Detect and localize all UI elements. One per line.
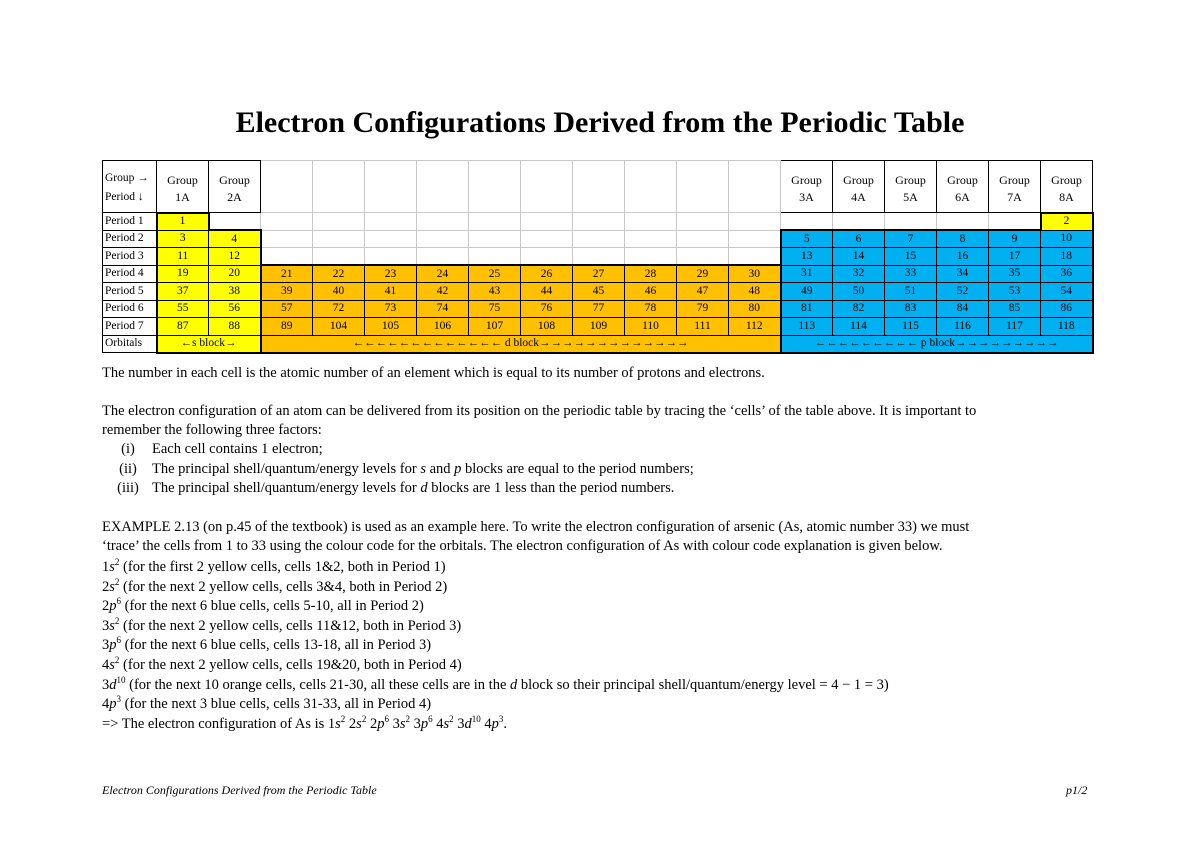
empty-cell <box>781 213 833 231</box>
intro-line-1: The electron configuration of an atom can be delivered from its position on the periodic table by tracing the ‘cells’ of the table above. It is important to <box>102 403 977 419</box>
empty-cell <box>729 248 781 266</box>
d-block-cell: 80 <box>729 300 781 318</box>
empty-cell <box>521 248 573 266</box>
empty-cell <box>677 213 729 231</box>
empty-cell <box>729 230 781 248</box>
d-block-cell: 42 <box>417 283 469 301</box>
p-block-cell: 53 <box>989 283 1041 301</box>
d-block-cell: 108 <box>521 318 573 336</box>
group-axis-label: Group → <box>105 172 149 184</box>
d-block-cell: 30 <box>729 265 781 283</box>
p-block-cell: 16 <box>937 248 989 266</box>
corner-header <box>103 161 157 213</box>
p-block-cell: 54 <box>1041 283 1093 301</box>
empty-cell <box>417 213 469 231</box>
page-number: p1/2 <box>1066 783 1088 797</box>
p-block-cell: 81 <box>781 300 833 318</box>
p-block-cell: 31 <box>781 265 833 283</box>
d-block-cell: 28 <box>625 265 677 283</box>
p-block-cell: 51 <box>885 283 937 301</box>
empty-cell <box>365 213 417 231</box>
d-block-cell: 76 <box>521 300 573 318</box>
empty-cell <box>937 213 989 231</box>
empty-cell <box>625 213 677 231</box>
example-line-1: EXAMPLE 2.13 (on p.45 of the textbook) is used as an example here. To write the electron configuration of arsenic (As, atomic number 33) we must <box>102 519 970 535</box>
s-block-cell: 55 <box>157 300 209 318</box>
p-block-cell: 14 <box>833 248 885 266</box>
p-block-cell: 18 <box>1041 248 1093 266</box>
d-block-cell: 110 <box>625 318 677 336</box>
s-block-cell: 12 <box>209 248 261 266</box>
d-block-cell: 106 <box>417 318 469 336</box>
period-label: Period 7 <box>103 318 157 336</box>
s-block-cell: 87 <box>157 318 209 336</box>
p-block-cell: 113 <box>781 318 833 336</box>
factor-number: (i) <box>121 441 135 457</box>
factor-number: (ii) <box>119 460 137 477</box>
factor-item: (ii) The principal shell/quantum/energy levels for s and p blocks are equal to the period numbers; <box>104 460 694 479</box>
p-block-cell: 15 <box>885 248 937 266</box>
p-block-cell: 83 <box>885 300 937 318</box>
group-header: Group 2A <box>209 161 261 213</box>
s-block-cell: 88 <box>209 318 261 336</box>
d-block-cell: 109 <box>573 318 625 336</box>
empty-cell <box>261 213 313 231</box>
d-block-cell: 107 <box>469 318 521 336</box>
config-line: $2p^6$ (for the next 6 blue cells, cells 5-10, all in Period 2) <box>102 596 424 615</box>
empty-cell <box>573 230 625 248</box>
empty-cell <box>833 213 885 231</box>
p-block-cell: 52 <box>937 283 989 301</box>
p-block-label: ←←←←←←←←← p block→→→→→→→→→ <box>781 335 1093 353</box>
d-block-cell: 89 <box>261 318 313 336</box>
p-block-cell: 9 <box>989 230 1041 248</box>
p-block-cell: 86 <box>1041 300 1093 318</box>
period-label: Period 2 <box>103 230 157 248</box>
empty-cell <box>573 213 625 231</box>
empty-cell <box>521 230 573 248</box>
period-label: Period 6 <box>103 300 157 318</box>
explanation-text: The number in each cell is the atomic number of an element which is equal to its number of protons and electrons. <box>102 365 765 381</box>
example-line-2: ‘trace’ the cells from 1 to 33 using the colour code for the orbitals. The electron configuration of As with colour code explanation is given below. <box>102 538 943 554</box>
p-block-cell: 13 <box>781 248 833 266</box>
factor-item: (i) Each cell contains 1 electron; <box>104 440 323 459</box>
d-block-cell: 47 <box>677 283 729 301</box>
period-axis-label: Period ↓ <box>105 191 144 203</box>
empty-cell <box>417 248 469 266</box>
empty-cell <box>469 248 521 266</box>
p-block-cell: 84 <box>937 300 989 318</box>
d-block-cell: 75 <box>469 300 521 318</box>
d-block-cell: 29 <box>677 265 729 283</box>
p-block-cell: 10 <box>1041 230 1093 248</box>
p-block-cell: 17 <box>989 248 1041 266</box>
factor-item: (iii) The principal shell/quantum/energy levels for d blocks are 1 less than the period numbers. <box>104 479 674 498</box>
empty-cell <box>365 248 417 266</box>
d-block-cell: 26 <box>521 265 573 283</box>
empty-cell <box>885 213 937 231</box>
empty-cell <box>677 161 729 213</box>
empty-cell <box>989 213 1041 231</box>
empty-cell <box>469 230 521 248</box>
group-header: Group 1A <box>157 161 209 213</box>
s-block-cell: 56 <box>209 300 261 318</box>
empty-cell <box>521 161 573 213</box>
empty-cell <box>573 161 625 213</box>
periodic-table <box>102 160 1094 354</box>
d-block-cell: 79 <box>677 300 729 318</box>
d-block-cell: 44 <box>521 283 573 301</box>
p-block-cell: 117 <box>989 318 1041 336</box>
config-line: $3p^6$ (for the next 6 blue cells, cells 13-18, all in Period 3) <box>102 635 432 654</box>
empty-cell <box>729 161 781 213</box>
d-block-cell: 23 <box>365 265 417 283</box>
p-block-cell: 85 <box>989 300 1041 318</box>
config-line: $3s^2$ (for the next 2 yellow cells, cells 11&12, both in Period 3) <box>102 615 462 634</box>
intro-line-2: remember the following three factors: <box>102 422 322 438</box>
s-block-cell: 11 <box>157 248 209 266</box>
orbitals-label: Orbitals <box>103 335 157 353</box>
d-block-cell: 105 <box>365 318 417 336</box>
group-header: Group 3A <box>781 161 833 213</box>
d-block-cell: 27 <box>573 265 625 283</box>
empty-cell <box>313 213 365 231</box>
empty-cell <box>365 230 417 248</box>
group-header: Group 7A <box>989 161 1041 213</box>
s-block-cell: 1 <box>157 213 209 231</box>
d-block-cell: 39 <box>261 283 313 301</box>
p-block-cell: 35 <box>989 265 1041 283</box>
group-header: Group 4A <box>833 161 885 213</box>
empty-cell <box>313 248 365 266</box>
group-header: Group 5A <box>885 161 937 213</box>
config-line: $4s^2$ (for the next 2 yellow cells, cells 19&20, both in Period 4) <box>102 655 462 673</box>
s-block-cell: 4 <box>209 230 261 248</box>
s-block-label: ←s block→ <box>157 335 261 353</box>
empty-cell <box>313 161 365 213</box>
p-block-cell: 82 <box>833 300 885 318</box>
p-block-cell: 118 <box>1041 318 1093 336</box>
empty-cell <box>209 213 261 231</box>
empty-cell <box>521 213 573 231</box>
config-line: $2s^2$ (for the next 2 yellow cells, cells 3&4, both in Period 2) <box>102 576 448 595</box>
d-block-cell: 104 <box>313 318 365 336</box>
p-block-cell: 7 <box>885 230 937 248</box>
p-block-cell: 6 <box>833 230 885 248</box>
p-block-cell: 36 <box>1041 265 1093 283</box>
empty-cell <box>261 248 313 266</box>
empty-cell <box>625 230 677 248</box>
empty-cell <box>261 230 313 248</box>
page-title: Electron Configurations Derived from the Periodic Table <box>235 106 965 139</box>
empty-cell <box>625 248 677 266</box>
s-block-cell: 3 <box>157 230 209 248</box>
period-label: Period 5 <box>103 283 157 301</box>
config-line: $1s^2$ (for the first 2 yellow cells, cells 1&2, both in Period 1) <box>102 557 446 575</box>
empty-cell <box>677 248 729 266</box>
period-label: Period 1 <box>103 213 157 231</box>
s-block-cell: 2 <box>1041 213 1093 231</box>
p-block-cell: 5 <box>781 230 833 248</box>
d-block-cell: 24 <box>417 265 469 283</box>
p-block-cell: 49 <box>781 283 833 301</box>
p-block-cell: 34 <box>937 265 989 283</box>
p-block-cell: 115 <box>885 318 937 336</box>
factor-number: (iii) <box>117 480 139 496</box>
d-block-cell: 25 <box>469 265 521 283</box>
d-block-cell: 22 <box>313 265 365 283</box>
period-label: Period 3 <box>103 248 157 266</box>
s-block-cell: 19 <box>157 265 209 283</box>
final-configuration: => The electron configuration of As is $1s^2$ $2s^2$ $2p^6$ $3s^2$ $3p^6$ $4s^2$ $3d^{10}$ $4p^3$. <box>102 713 508 732</box>
p-block-cell: 8 <box>937 230 989 248</box>
d-block-cell: 57 <box>261 300 313 318</box>
d-block-cell: 46 <box>625 283 677 301</box>
empty-cell <box>313 230 365 248</box>
d-block-label: ←←←←←←←←←←←←← d block→→→→→→→→→→→→→ <box>261 335 781 353</box>
empty-cell <box>417 230 469 248</box>
d-block-cell: 45 <box>573 283 625 301</box>
empty-cell <box>365 161 417 213</box>
d-block-cell: 41 <box>365 283 417 301</box>
config-line: $4p^3$ (for the next 3 blue cells, cells 31-33, all in Period 4) <box>102 694 432 713</box>
d-block-cell: 78 <box>625 300 677 318</box>
empty-cell <box>469 161 521 213</box>
d-block-cell: 73 <box>365 300 417 318</box>
s-block-cell: 38 <box>209 283 261 301</box>
period-label: Period 4 <box>103 265 157 283</box>
d-block-cell: 48 <box>729 283 781 301</box>
s-block-cell: 20 <box>209 265 261 283</box>
empty-cell <box>469 213 521 231</box>
p-block-cell: 114 <box>833 318 885 336</box>
s-block-cell: 37 <box>157 283 209 301</box>
config-line: $3d^{10}$ (for the next 10 orange cells, cells 21-30, all these cells are in the d block so their principal shell/quantum/energy level = 4 − 1 = 3) <box>102 674 889 693</box>
d-block-cell: 21 <box>261 265 313 283</box>
d-block-cell: 112 <box>729 318 781 336</box>
d-block-cell: 72 <box>313 300 365 318</box>
footer-title: Electron Configurations Derived from the Periodic Table <box>102 783 377 797</box>
empty-cell <box>573 248 625 266</box>
d-block-cell: 40 <box>313 283 365 301</box>
p-block-cell: 33 <box>885 265 937 283</box>
empty-cell <box>261 161 313 213</box>
group-header: Group 8A <box>1041 161 1093 213</box>
p-block-cell: 50 <box>833 283 885 301</box>
empty-cell <box>625 161 677 213</box>
p-block-cell: 32 <box>833 265 885 283</box>
d-block-cell: 77 <box>573 300 625 318</box>
group-header: Group 6A <box>937 161 989 213</box>
empty-cell <box>729 213 781 231</box>
p-block-cell: 116 <box>937 318 989 336</box>
empty-cell <box>417 161 469 213</box>
empty-cell <box>677 230 729 248</box>
d-block-cell: 74 <box>417 300 469 318</box>
d-block-cell: 43 <box>469 283 521 301</box>
d-block-cell: 111 <box>677 318 729 336</box>
